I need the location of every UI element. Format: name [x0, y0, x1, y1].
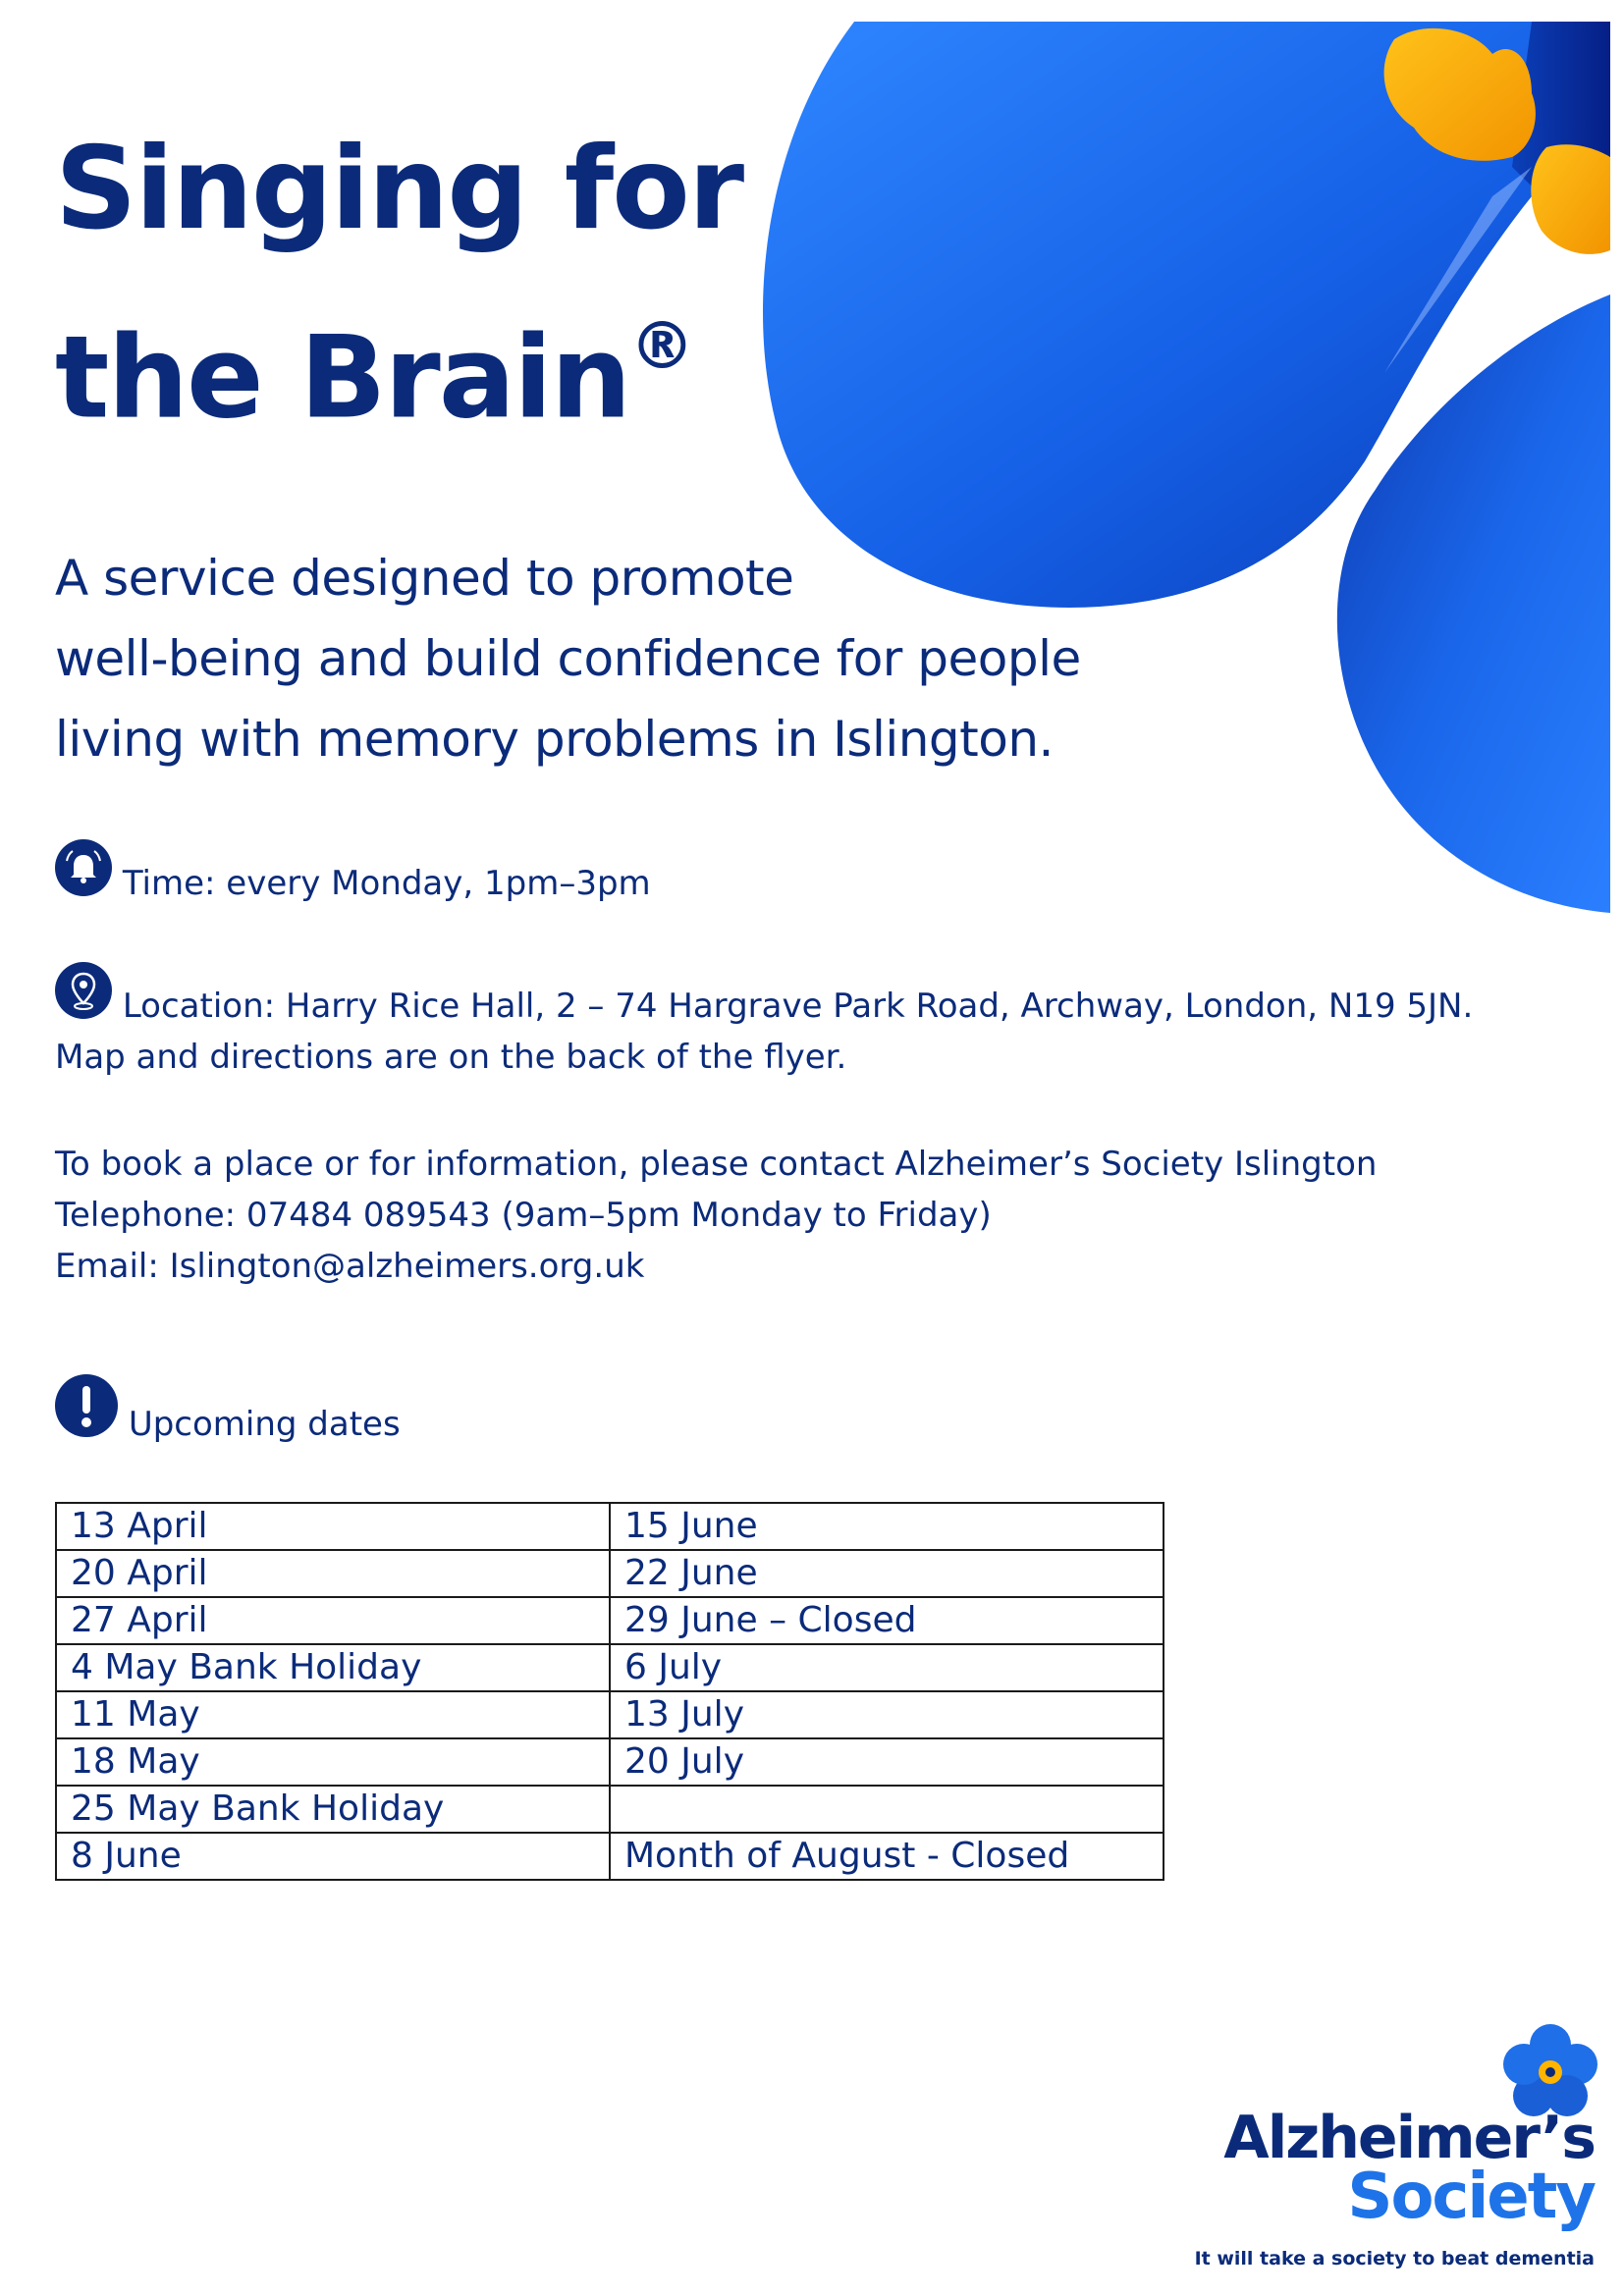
- time-text: Time: every Monday, 1pm–3pm: [122, 864, 651, 903]
- upcoming-dates-heading: [55, 1374, 401, 1450]
- upcoming-dates-table: [55, 1502, 1164, 1881]
- date-cell: 13 July: [610, 1691, 1164, 1738]
- intro-line-2: well-being and build confidence for people: [55, 630, 1081, 687]
- location-info: [55, 962, 1528, 1083]
- table-row: [56, 1597, 1164, 1644]
- title-line-2: the Brain: [55, 311, 630, 445]
- registered-mark: ®: [629, 308, 693, 384]
- logo-line-2: Society: [1347, 2161, 1595, 2233]
- exclamation-icon: [55, 1374, 118, 1437]
- service-description: [55, 538, 1253, 779]
- intro-line-3: living with memory problems in Islington.: [55, 711, 1054, 768]
- date-cell: 25 May Bank Holiday: [56, 1786, 610, 1833]
- date-cell: 6 July: [610, 1644, 1164, 1691]
- page-title: [55, 106, 742, 462]
- table-row: [56, 1833, 1164, 1880]
- date-cell: 11 May: [56, 1691, 610, 1738]
- location-text: Location: Harry Rice Hall, 2 – 74 Hargrave Park Road, Archway, London, N19 5JN.: [122, 987, 1474, 1026]
- date-cell: 15 June: [610, 1503, 1164, 1550]
- contact-email[interactable]: Email: Islington@alzheimers.org.uk: [55, 1247, 645, 1286]
- table-row: [56, 1503, 1164, 1550]
- upcoming-heading-text: Upcoming dates: [128, 1405, 401, 1444]
- location-note: Map and directions are on the back of the flyer.: [55, 1038, 847, 1077]
- intro-line-1: A service designed to promote: [55, 550, 794, 607]
- logo-line-1: Alzheimer’s: [1223, 2104, 1595, 2172]
- location-pin-icon: [55, 962, 112, 1019]
- date-cell: 20 April: [56, 1550, 610, 1597]
- bell-icon: [55, 839, 112, 896]
- date-cell: 29 June – Closed: [610, 1597, 1164, 1644]
- contact-telephone: Telephone: 07484 089543 (9am–5pm Monday to Friday): [55, 1196, 992, 1235]
- contact-info: [55, 1139, 1528, 1292]
- table-row: [56, 1738, 1164, 1786]
- date-cell: Month of August - Closed: [610, 1833, 1164, 1880]
- date-cell: 22 June: [610, 1550, 1164, 1597]
- time-info: [55, 839, 651, 909]
- logo-tagline: It will take a society to beat dementia: [1194, 2248, 1595, 2269]
- table-row: [56, 1644, 1164, 1691]
- title-line-1: Singing for: [55, 123, 743, 255]
- contact-intro: To book a place or for information, please contact Alzheimer’s Society Islington: [55, 1145, 1378, 1184]
- date-cell: 4 May Bank Holiday: [56, 1644, 610, 1691]
- date-cell: 27 April: [56, 1597, 610, 1644]
- date-cell: 8 June: [56, 1833, 610, 1880]
- alzheimers-society-logo: [1194, 2027, 1610, 2292]
- date-cell: 13 April: [56, 1503, 610, 1550]
- date-cell: 18 May: [56, 1738, 610, 1786]
- table-row: [56, 1550, 1164, 1597]
- table-row: [56, 1691, 1164, 1738]
- date-cell: 20 July: [610, 1738, 1164, 1786]
- table-row: [56, 1786, 1164, 1833]
- date-cell: [610, 1786, 1164, 1833]
